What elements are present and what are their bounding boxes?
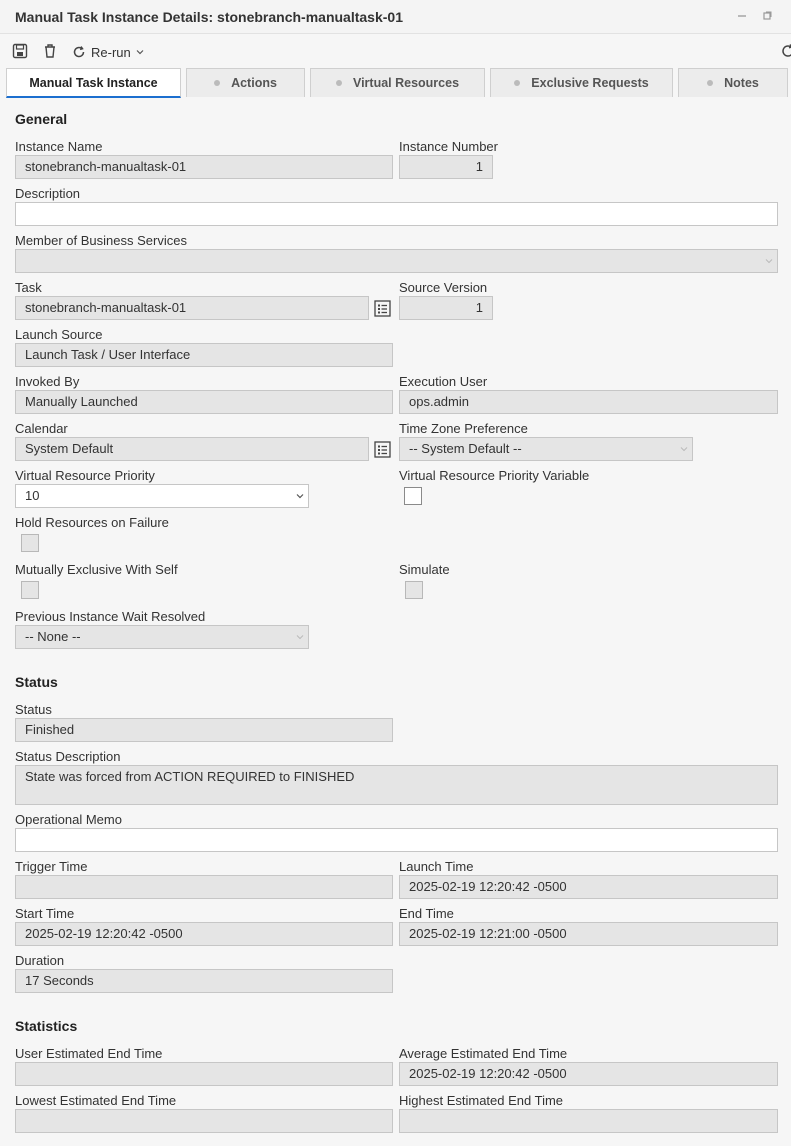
task-label: Task — [15, 280, 42, 295]
tab-exclusive-requests[interactable]: Exclusive Requests — [490, 68, 673, 97]
business-services-label: Member of Business Services — [15, 233, 187, 248]
launch-source-field: Launch Task / User Interface — [15, 343, 393, 367]
minimize-icon[interactable] — [737, 11, 747, 21]
instance-name-field: stonebranch-manualtask-01 — [15, 155, 393, 179]
task-field: stonebranch-manualtask-01 — [15, 296, 369, 320]
tab-manual-task-instance[interactable]: Manual Task Instance — [6, 68, 181, 98]
vr-priority-label: Virtual Resource Priority — [15, 468, 155, 483]
description-label: Description — [15, 186, 81, 201]
general-heading: General — [15, 111, 68, 127]
execution-user-label: Execution User — [399, 374, 488, 389]
window-title: Manual Task Instance Details: stonebranch-manualtask-01 — [15, 9, 403, 25]
user-est-end-label: User Estimated End Time — [15, 1046, 163, 1061]
delete-icon[interactable] — [42, 43, 58, 59]
tab-virtual-resources[interactable]: Virtual Resources — [310, 68, 485, 97]
rerun-label: Re-run — [91, 44, 131, 60]
calendar-details-icon[interactable] — [374, 441, 391, 458]
start-time-label: Start Time — [15, 906, 75, 921]
vr-priority-variable-label: Virtual Resource Priority Variable — [399, 468, 590, 483]
statistics-heading: Statistics — [15, 1018, 78, 1034]
execution-user-field: ops.admin — [399, 390, 778, 414]
refresh-icon[interactable] — [780, 43, 791, 59]
source-version-field: 1 — [399, 296, 493, 320]
invoked-by-field: Manually Launched — [15, 390, 393, 414]
tab-dot-icon — [214, 80, 220, 86]
avg-est-end-label: Average Estimated End Time — [399, 1046, 568, 1061]
low-est-end-label: Lowest Estimated End Time — [15, 1093, 177, 1108]
launch-source-label: Launch Source — [15, 327, 103, 342]
calendar-label: Calendar — [15, 421, 68, 436]
hold-resources-checkbox[interactable] — [21, 534, 39, 552]
invoked-by-label: Invoked By — [15, 374, 80, 389]
rerun-icon — [72, 45, 86, 59]
high-est-end-field — [399, 1109, 778, 1133]
chevron-down-icon — [296, 633, 304, 641]
restore-icon[interactable] — [762, 11, 772, 21]
vr-priority-select[interactable]: 10 — [15, 484, 309, 508]
chevron-down-icon — [136, 48, 144, 56]
mutually-exclusive-label: Mutually Exclusive With Self — [15, 562, 178, 577]
status-description-label: Status Description — [15, 749, 121, 764]
tab-bar — [0, 68, 791, 98]
launch-time-field: 2025-02-19 12:20:42 -0500 — [399, 875, 778, 899]
user-est-end-field — [15, 1062, 393, 1086]
chevron-down-icon — [680, 445, 688, 453]
time-zone-select[interactable]: -- System Default -- — [399, 437, 693, 461]
end-time-label: End Time — [399, 906, 454, 921]
task-details-icon[interactable] — [374, 300, 391, 317]
mutually-exclusive-checkbox[interactable] — [21, 581, 39, 599]
rerun-button[interactable] — [72, 43, 144, 61]
tab-actions[interactable]: Actions — [186, 68, 305, 97]
description-input[interactable] — [15, 202, 778, 226]
tab-dot-icon — [336, 80, 342, 86]
duration-field: 17 Seconds — [15, 969, 393, 993]
chevron-down-icon — [296, 492, 304, 500]
business-services-select[interactable] — [15, 249, 778, 273]
high-est-end-label: Highest Estimated End Time — [399, 1093, 564, 1108]
trigger-time-label: Trigger Time — [15, 859, 88, 874]
window-titlebar — [0, 0, 791, 34]
prev-wait-select[interactable]: -- None -- — [15, 625, 309, 649]
end-time-field: 2025-02-19 12:21:00 -0500 — [399, 922, 778, 946]
start-time-field: 2025-02-19 12:20:42 -0500 — [15, 922, 393, 946]
tab-dot-icon — [707, 80, 713, 86]
launch-time-label: Launch Time — [399, 859, 474, 874]
low-est-end-field — [15, 1109, 393, 1133]
simulate-label: Simulate — [399, 562, 450, 577]
source-version-label: Source Version — [399, 280, 488, 295]
status-field: Finished — [15, 718, 393, 742]
duration-label: Duration — [15, 953, 65, 968]
trigger-time-field — [15, 875, 393, 899]
status-heading: Status — [15, 674, 58, 690]
time-zone-label: Time Zone Preference — [399, 421, 528, 436]
avg-est-end-field: 2025-02-19 12:20:42 -0500 — [399, 1062, 778, 1086]
save-icon[interactable] — [12, 43, 28, 59]
instance-number-field: 1 — [399, 155, 493, 179]
operational-memo-input[interactable] — [15, 828, 778, 852]
operational-memo-label: Operational Memo — [15, 812, 122, 827]
toolbar — [0, 34, 791, 68]
calendar-field: System Default — [15, 437, 369, 461]
chevron-down-icon — [765, 257, 773, 265]
hold-resources-label: Hold Resources on Failure — [15, 515, 169, 530]
prev-wait-label: Previous Instance Wait Resolved — [15, 609, 206, 624]
instance-number-label: Instance Number — [399, 139, 498, 154]
instance-name-label: Instance Name — [15, 139, 103, 154]
status-description-field: State was forced from ACTION REQUIRED to FINISHED — [15, 765, 778, 805]
tab-dot-icon — [514, 80, 520, 86]
status-label: Status — [15, 702, 52, 717]
tab-notes[interactable]: Notes — [678, 68, 788, 97]
vr-priority-variable-checkbox[interactable] — [404, 487, 422, 505]
simulate-checkbox[interactable] — [405, 581, 423, 599]
